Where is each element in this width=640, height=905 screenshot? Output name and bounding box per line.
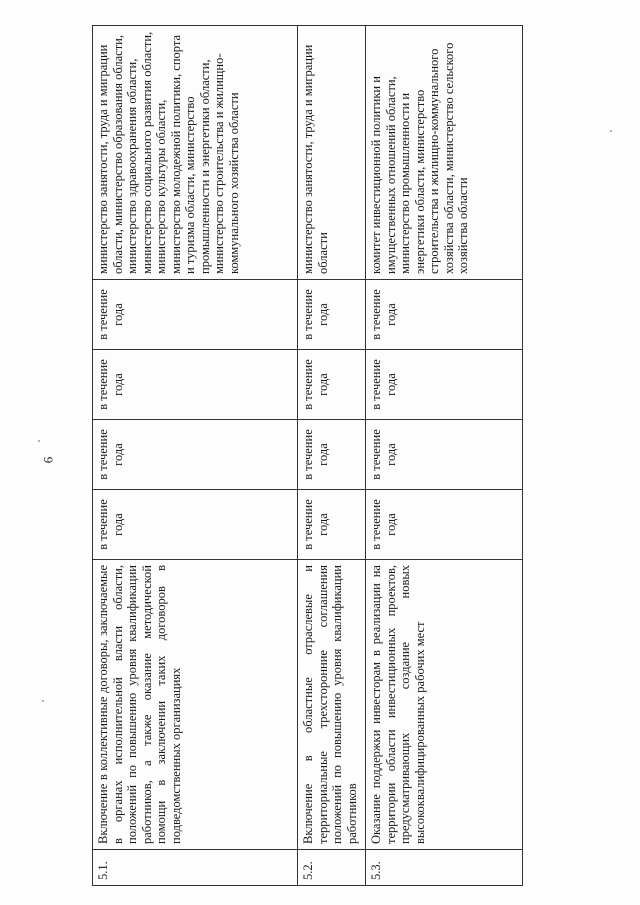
table-row — [93, 26, 298, 886]
scan-speck — [42, 700, 44, 702]
table-row — [366, 26, 523, 886]
term-cell: в течение года — [93, 490, 298, 560]
term-cell: в течение года — [298, 280, 366, 350]
term-cell: в течение года — [298, 490, 366, 560]
measures-table — [92, 25, 523, 886]
term-cell: в течение года — [93, 350, 298, 420]
term-cell: в течение года — [93, 420, 298, 490]
executors-cell: комитет инвестиционной политики и имущественных отношений области, министерство промышленности и энергетики области, министерство строительства и жилищно-коммунального хозяйства области, министерство сельского хозяйства области — [366, 26, 523, 280]
table-row — [298, 26, 366, 886]
page-number: 6 — [40, 456, 56, 464]
term-cell: в течение года — [366, 280, 523, 350]
scan-speck — [38, 440, 40, 442]
term-cell: в течение года — [93, 280, 298, 350]
term-cell: в течение года — [366, 350, 523, 420]
measure-description: Оказание поддержки инвесторам в реализации на территории области инвестиционных проектов, предусматривающих создание новых высококвалифицированных рабочих мест — [366, 560, 523, 850]
term-cell: в течение года — [366, 420, 523, 490]
term-cell: в течение года — [298, 350, 366, 420]
rotated-table-wrapper — [92, 26, 522, 886]
row-number: 5.3. — [366, 850, 523, 886]
row-number: 5.1. — [93, 850, 298, 886]
term-cell: в течение года — [298, 420, 366, 490]
row-number: 5.2. — [298, 850, 366, 886]
measure-description: Включение в областные отраслевые и территориальные трехсторонние соглашения положений по повышению уровня квалификации работников — [298, 560, 366, 850]
term-cell: в течение года — [366, 490, 523, 560]
measure-description: Включение в коллективные договоры, заключаемые в органах исполнительной власти области, положений по повышению уровня квалификации работников, а также оказание методической помощи в заключении таких договоров в подведомственных организациях — [93, 560, 298, 850]
executors-cell: министерство занятости, труда и миграции области — [298, 26, 366, 280]
executors-cell: министерство занятости, труда и миграции области, министерство образования области, министерство здравоохранения области, министерство социального развития области, министерство культуры области, министерство молодежной политики, спорта и туризма области, министерство промышленности и энергетики области, министерство строительства и жилищно-коммунального хозяйства области — [93, 26, 298, 280]
scan-speck — [610, 130, 612, 132]
